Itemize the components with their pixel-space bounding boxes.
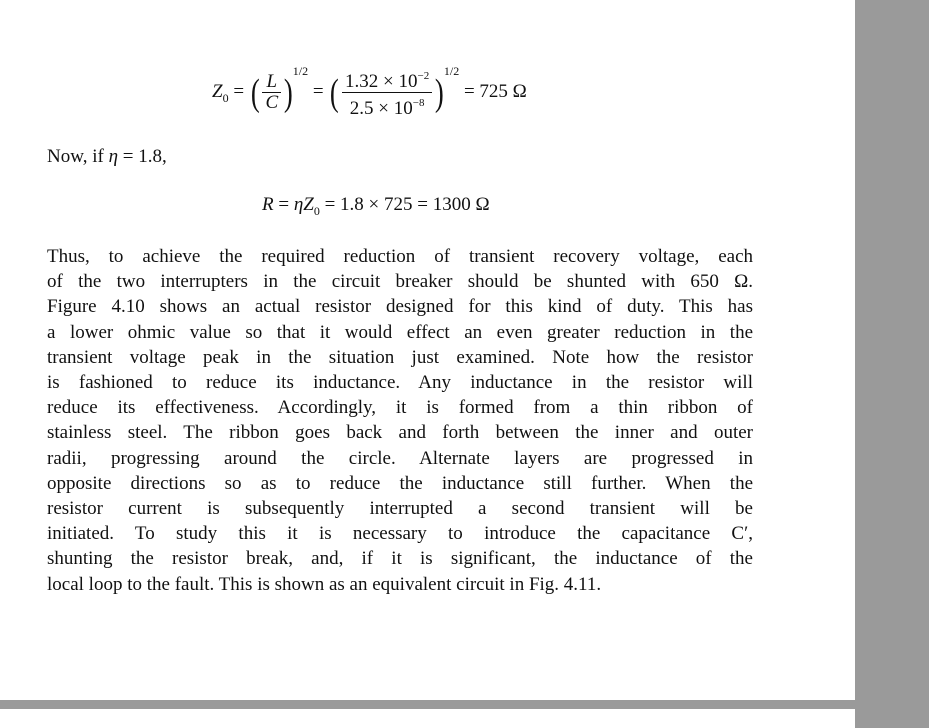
z0-result: = 725 Ω — [463, 81, 527, 102]
paragraph-line: stainless steel. The ribbon goes back and forth between the inner and outer — [47, 422, 753, 444]
paragraph-line: initiated. To study this it is necessary to introduce the capacitance C′, — [47, 523, 753, 545]
left-paren: ( — [250, 71, 260, 114]
numerator: $1.32 \times 10^{-2}$ — [342, 66, 432, 93]
paragraph-line: a lower ohmic value so that it would effect an even greater reduction in the — [47, 321, 753, 343]
z-subscript: 0 — [222, 90, 229, 105]
equals-sign: = — [233, 81, 245, 102]
l-symbol: L — [262, 72, 281, 93]
r-symbol: R — [262, 194, 274, 215]
exponent-half: 1/2 — [292, 64, 309, 78]
l-over-c-fraction — [262, 72, 281, 113]
eta-symbol: η — [108, 146, 119, 167]
right-paren-2: ) — [435, 71, 444, 114]
condition-line: Now, if η = 1.8, — [47, 146, 167, 167]
z-symbol: Z — [212, 81, 223, 102]
eta-symbol: η — [293, 194, 304, 215]
exponent-half-2: 1/2 — [443, 64, 460, 78]
z-symbol: Z — [303, 194, 314, 215]
paragraph-line: is fashioned to reduce its inductance. Any inductance in the resistor will — [47, 372, 753, 394]
equation-characteristic-impedance — [212, 64, 527, 119]
paragraph-line: of the two interrupters in the circuit breaker should be shunted with 650 Ω. — [47, 271, 753, 293]
paragraph-line: shunting the resistor break, and, if it is significant, the inductance of the — [47, 548, 753, 570]
equation-resistance: $R = \eta Z_0 = 1.8 \times 725 = 1300$ Ω — [262, 194, 490, 218]
paragraph-line: Figure 4.10 shows an actual resistor designed for this kind of duty. This has — [47, 296, 753, 318]
scan-margin-right — [855, 0, 929, 728]
paragraph-line: reduce its effectiveness. Accordingly, it is formed from a thin ribbon of — [47, 397, 753, 419]
numeric-fraction — [342, 66, 432, 119]
left-paren-2: ( — [330, 71, 340, 114]
c-symbol: C — [265, 92, 279, 114]
paragraph-line: resistor current is subsequently interrupted a second transient will be — [47, 498, 753, 520]
paragraph-line: opposite directions so as to reduce the inductance still further. When the — [47, 472, 753, 494]
paragraph-line: Thus, to achieve the required reduction of transient recovery voltage, each — [47, 246, 753, 267]
right-paren: ) — [284, 71, 293, 114]
resistance-result: = 1.8 × 725 = 1300 Ω — [324, 194, 490, 215]
body-paragraph — [47, 244, 753, 597]
scan-margin-bottom — [0, 700, 855, 709]
paragraph-line: radii, progressing around the circle. Alternate layers are progressed in — [47, 447, 753, 469]
paragraph-line: transient voltage peak in the situation just examined. Note how the resistor — [47, 346, 753, 368]
denominator: $2.5 \times 10^{-8}$ — [349, 97, 425, 120]
paragraph-line: local loop to the fault. This is shown as an equivalent circuit in Fig. 4.11. — [47, 573, 602, 595]
equals-sign-2: = — [312, 81, 324, 102]
